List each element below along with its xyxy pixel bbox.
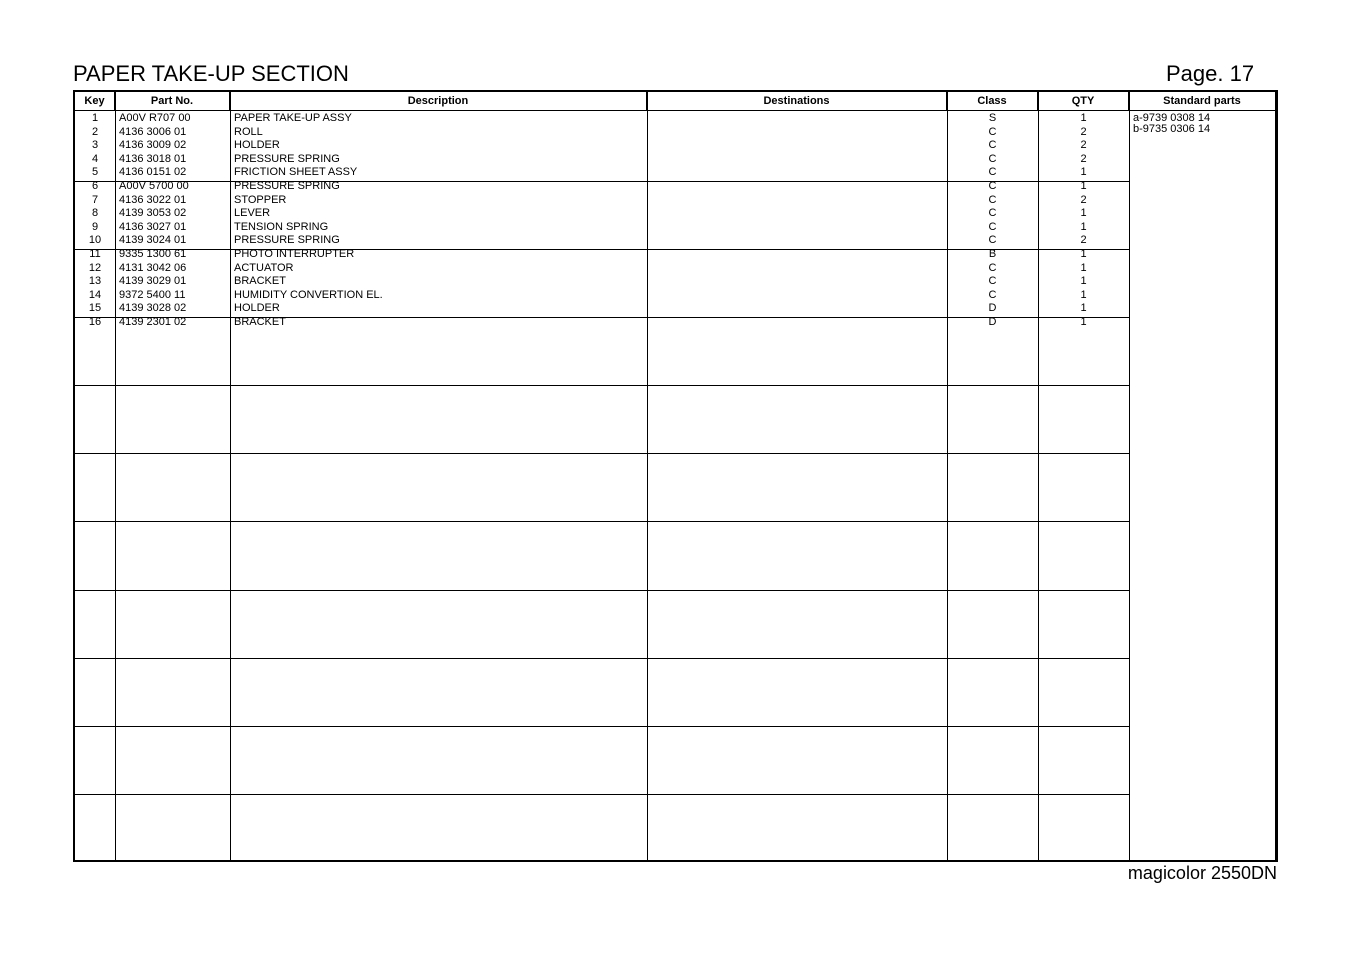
qty-cell: 1: [1080, 112, 1087, 124]
qty-cell: 1: [1080, 316, 1087, 328]
description-cell: PRESSURE SPRING: [234, 234, 340, 247]
part-no-cell: 4131 3042 06: [119, 261, 187, 274]
standard-parts-list: [1133, 113, 1210, 135]
class-cell: C: [988, 166, 997, 179]
column-divider: [1129, 92, 1130, 860]
key-cell: 9: [91, 220, 99, 233]
description-cell: ROLL: [234, 125, 263, 138]
class-cell: C: [988, 207, 997, 220]
key-cell: 6: [91, 180, 99, 192]
table-row: [75, 316, 1129, 330]
part-no-cell: 4136 3027 01: [119, 220, 187, 233]
part-no-cell: A00V R707 00: [119, 112, 191, 124]
row-group-divider: [75, 385, 1129, 386]
key-cell: 5: [91, 166, 99, 179]
description-cell: ACTUATOR: [234, 261, 294, 274]
key-cell: 4: [91, 152, 99, 165]
table-row: [75, 248, 1129, 262]
table-row: [75, 289, 1129, 303]
part-no-cell: 4139 3053 02: [119, 207, 187, 220]
table-row: [75, 153, 1129, 167]
table-row: [75, 207, 1129, 221]
key-cell: 11: [89, 248, 101, 260]
class-cell: C: [988, 180, 997, 192]
table-row: [75, 275, 1129, 289]
row-group-divider: [75, 726, 1129, 727]
class-cell: C: [988, 193, 997, 206]
description-cell: STOPPER: [234, 193, 287, 206]
table-row: [75, 262, 1129, 276]
part-no-cell: 4139 2301 02: [119, 316, 187, 328]
table-row: [75, 194, 1129, 208]
key-cell: 10: [88, 234, 102, 247]
description-cell: PAPER TAKE-UP ASSY: [234, 112, 352, 124]
description-cell: PRESSURE SPRING: [234, 180, 340, 192]
key-cell: 14: [88, 288, 102, 301]
qty-cell: 1: [1080, 275, 1087, 288]
qty-cell: 1: [1080, 220, 1087, 233]
part-no-cell: 4136 3009 02: [119, 139, 187, 152]
model-name: magicolor 2550DN: [1127, 863, 1277, 883]
qty-cell: 1: [1080, 180, 1087, 192]
part-no-cell: A00V 5700 00: [119, 180, 189, 192]
description-cell: TENSION SPRING: [234, 220, 329, 233]
table-row: [75, 234, 1129, 248]
part-no-cell: 4139 3024 01: [119, 234, 187, 247]
row-group-divider: [75, 794, 1129, 795]
class-cell: B: [988, 248, 997, 260]
key-cell: 16: [88, 316, 102, 328]
row-group-divider: [75, 658, 1129, 659]
key-cell: 15: [88, 302, 102, 315]
part-no-cell: 4136 3006 01: [119, 125, 187, 138]
qty-cell: 2: [1080, 125, 1087, 138]
parts-table: [73, 90, 1278, 862]
row-group-divider: [75, 590, 1129, 591]
description-cell: BRACKET: [234, 275, 286, 288]
part-no-cell: 4136 3018 01: [119, 152, 187, 165]
key-cell: 1: [91, 112, 99, 124]
qty-cell: 1: [1080, 166, 1087, 179]
key-cell: 2: [91, 125, 99, 138]
key-cell: 7: [91, 193, 99, 206]
standard-part-item: a-9739 0308 14: [1133, 112, 1211, 124]
column-header-key: Key: [75, 92, 115, 111]
description-cell: LEVER: [234, 207, 271, 220]
qty-cell: 1: [1080, 302, 1087, 315]
description-cell: PHOTO INTERRUPTER: [234, 248, 355, 260]
part-no-cell: 4136 0151 02: [119, 166, 187, 179]
class-cell: D: [988, 302, 997, 315]
description-cell: FRICTION SHEET ASSY: [234, 166, 358, 179]
description-cell: HOLDER: [234, 302, 280, 315]
column-header-destinations: Destinations: [647, 92, 947, 111]
column-header-description: Description: [230, 92, 647, 111]
description-cell: HUMIDITY CONVERTION EL.: [234, 288, 383, 301]
class-cell: C: [988, 275, 997, 288]
table-row: [75, 180, 1129, 194]
qty-cell: 1: [1080, 207, 1087, 220]
qty-cell: 1: [1080, 248, 1087, 260]
part-no-cell: 9372 5400 11: [119, 288, 186, 301]
class-cell: C: [988, 139, 997, 152]
key-cell: 13: [88, 275, 102, 288]
class-cell: C: [988, 220, 997, 233]
table-row: [75, 112, 1129, 126]
table-row: [75, 221, 1129, 235]
description-cell: PRESSURE SPRING: [234, 152, 340, 165]
description-cell: BRACKET: [234, 316, 286, 328]
table-row: [75, 126, 1129, 140]
qty-cell: 2: [1080, 139, 1087, 152]
section-title: PAPER TAKE-UP SECTION: [73, 61, 349, 86]
qty-cell: 1: [1080, 288, 1087, 301]
description-cell: HOLDER: [234, 139, 280, 152]
column-header-class: Class: [947, 92, 1038, 111]
part-no-cell: 4139 3029 01: [119, 275, 187, 288]
column-header-qty: QTY: [1038, 92, 1129, 111]
standard-part-item: b-9735 0306 14: [1133, 123, 1211, 135]
column-header-standard-parts: Standard parts: [1129, 92, 1275, 111]
class-cell: C: [988, 152, 997, 165]
class-cell: C: [988, 288, 997, 301]
qty-cell: 2: [1080, 152, 1087, 165]
part-no-cell: 9335 1300 61: [119, 248, 187, 260]
key-cell: 12: [88, 261, 102, 274]
key-cell: 3: [91, 139, 99, 152]
part-no-cell: 4136 3022 01: [119, 193, 187, 206]
table-row: [75, 139, 1129, 153]
class-cell: D: [988, 316, 997, 328]
key-cell: 8: [91, 207, 99, 220]
class-cell: C: [988, 234, 997, 247]
row-group-divider: [75, 453, 1129, 454]
qty-cell: 2: [1080, 193, 1087, 206]
qty-cell: 1: [1080, 261, 1087, 274]
page-number: Page. 17: [1166, 61, 1255, 86]
column-header-part-no: Part No.: [115, 92, 230, 111]
table-row: [75, 166, 1129, 180]
row-group-divider: [75, 521, 1129, 522]
class-cell: C: [988, 125, 997, 138]
table-row: [75, 302, 1129, 316]
class-cell: C: [988, 261, 997, 274]
class-cell: S: [988, 112, 997, 124]
part-no-cell: 4139 3028 02: [119, 302, 187, 315]
qty-cell: 2: [1080, 234, 1087, 247]
